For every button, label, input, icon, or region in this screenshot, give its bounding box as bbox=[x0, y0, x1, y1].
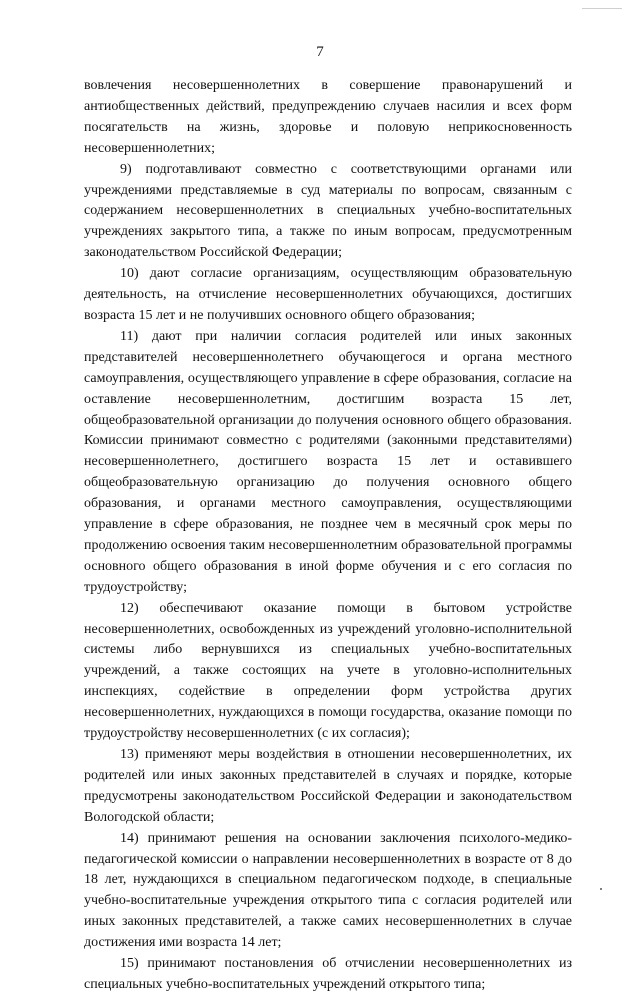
paragraph-item-10: 10) дают согласие организациям, осуществляющим образовательную деятельность, на отчисление несовершеннолетних обучающихся, достигших возраста 15 лет и не получивших основного общего образования; bbox=[84, 266, 572, 323]
paragraph-continuation: вовлечения несовершеннолетних в совершение правонарушений и антиобщественных действий, предупреждению случаев насилия и всех форм посягательств на жизнь, здоровье и половую неприкосновенность несовершеннолетних; bbox=[84, 78, 572, 156]
paragraph-item-12: 12) обеспечивают оказание помощи в бытовом устройстве несовершеннолетних, освобожденных из учреждений уголовно-исполнительной системы либо вернувшихся из специальных учебно-воспитательных учреждений, а также состоящих на учете в уголовно-исполнительных инспекциях, содействие в определении форм устройства других несовершеннолетних, нуждающихся в помощи государства, оказание помощи по трудоустройству несовершеннолетних (с их согласия); bbox=[84, 600, 572, 742]
scan-edge-mark bbox=[582, 0, 622, 9]
document-body bbox=[84, 76, 572, 996]
scan-speck bbox=[600, 888, 602, 890]
paragraph-item-9: 9) подготавливают совместно с соответствующими органами или учреждениями представляемые в суд материалы по вопросам, связанным с содержанием несовершеннолетних в специальных учебно-воспитательных учреждениях закрытого типа, а также по иным вопросам, предусмотренным законодательством Российской Федерации; bbox=[84, 161, 572, 261]
paragraph-item-15: 15) принимают постановления об отчислении несовершеннолетних из специальных учебно-воспитательных учреждений открытого типа; bbox=[84, 956, 572, 992]
paragraph-item-13: 13) применяют меры воздействия в отношении несовершеннолетних, их родителей или иных законных представителей в случаях и порядке, которые предусмотрены законодательством Российской Федерации и законодательством Вологодской области; bbox=[84, 747, 572, 825]
paragraph-item-14: 14) принимают решения на основании заключения психолого-медико-педагогической комиссии о направлении несовершеннолетних в возрасте от 8 до 18 лет, нуждающихся в специальном педагогическом подходе, в специальные учебно-воспитательные учреждения открытого типа с согласия родителей или иных законных представителей, а также самих несовершеннолетних в случае достижения ими возраста 14 лет; bbox=[84, 830, 572, 951]
paragraph-item-11: 11) дают при наличии согласия родителей или иных законных представителей несовершеннолетнего обучающегося и органа местного самоуправления, осуществляющего управление в сфере образования, согласие на оставление несовершеннолетним, достигшим возраста 15 лет, общеобразовательной организации до получения основного общего образования. Комиссии принимают совместно с родителями (законными представителями) несовершеннолетнего, достигшего возраста 15 лет и оставившего общеобразовательную организацию до получения основного общего образования, и органами местного самоуправления, осуществляющими управление в сфере образования, не позднее чем в месячный срок меры по продолжению освоения таким несовершеннолетним образовательной программы основного общего образования в иной форме обучения и с его согласия по трудоустройству; bbox=[84, 328, 572, 595]
page-number: 7 bbox=[316, 44, 324, 60]
